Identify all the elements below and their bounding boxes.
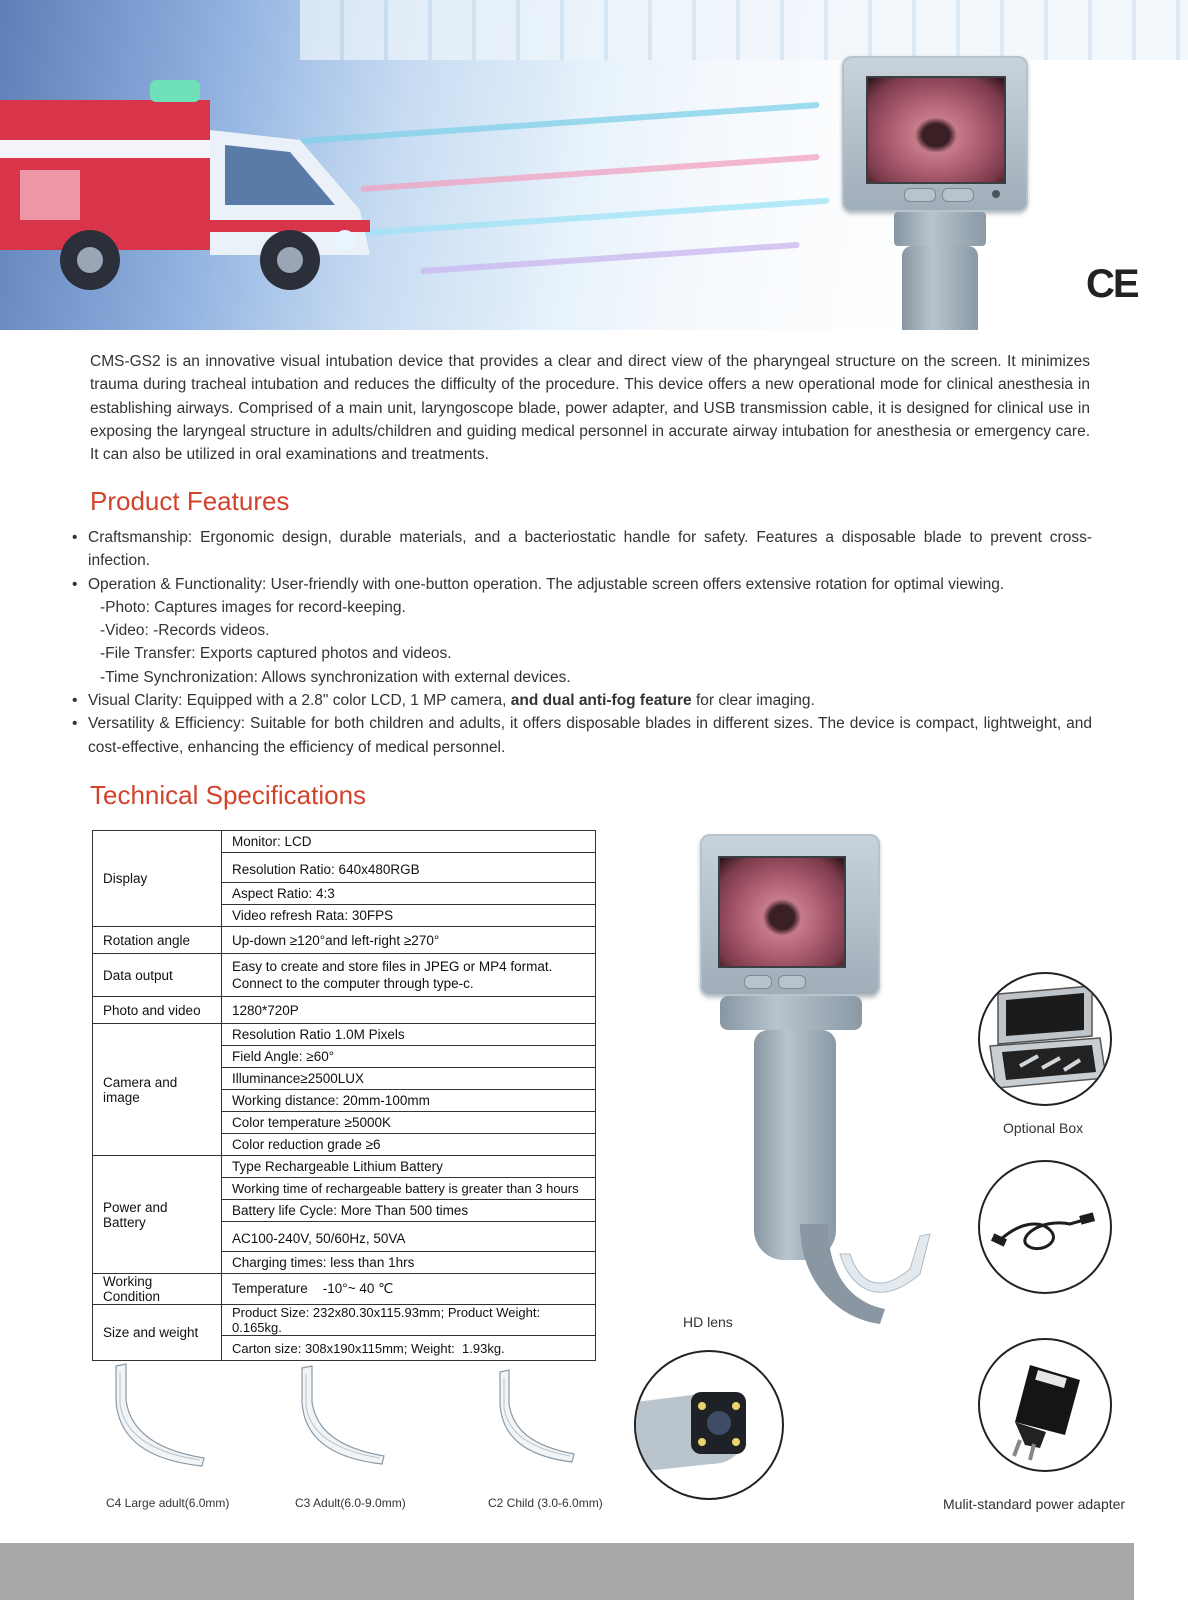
spec-value: Carton size: 308x190x115mm; Weight: 1.93kg.: [222, 1336, 596, 1361]
spec-value: 1280*720P: [222, 997, 596, 1024]
feature-sub-photo: -Photo: Captures images for record-keeping.: [100, 598, 406, 616]
optional-box-illustration: [980, 974, 1110, 1104]
power-adapter-icon: [980, 1340, 1110, 1470]
usb-cable-icon: [980, 1162, 1110, 1292]
spec-value: Color temperature ≥5000K: [222, 1112, 596, 1134]
bullet: •: [72, 575, 78, 593]
light-streak: [330, 198, 829, 239]
spec-value: Monitor: LCD: [222, 831, 596, 853]
spec-category: Photo and video: [93, 997, 222, 1024]
spec-category: Data output: [93, 954, 222, 997]
feature-sub-file-transfer: -File Transfer: Exports captured photos and videos.: [100, 645, 452, 663]
hd-lens-caption: HD lens: [683, 1314, 733, 1330]
blade-c3-illustration: [292, 1362, 392, 1472]
feature-item-versatility: [72, 712, 1092, 759]
table-row: [93, 927, 596, 954]
spec-value: Color reduction grade ≥6: [222, 1134, 596, 1156]
features-list: [72, 526, 1092, 759]
power-button-icon: [942, 188, 974, 202]
spec-table: [92, 830, 596, 1361]
feature-item-visual-clarity: [72, 689, 1092, 712]
hd-lens-illustration: [636, 1352, 782, 1498]
feature-sub-video: -Video: -Records videos.: [100, 622, 270, 640]
video-laryngoscope-illustration: [700, 834, 940, 1334]
ce-mark: CE: [1086, 262, 1138, 306]
spec-category: Working Condition: [93, 1274, 222, 1305]
spec-value: Working time of rechargeable battery is greater than 3 hours: [222, 1178, 596, 1200]
spec-category: Power and Battery: [93, 1156, 222, 1274]
spec-value: Working distance: 20mm-100mm: [222, 1090, 596, 1112]
power-adapter-caption: Mulit-standard power adapter: [943, 1496, 1126, 1512]
hero-device-illustration: [842, 56, 1032, 330]
table-row: [93, 997, 596, 1024]
bullet: •: [72, 692, 78, 710]
spec-value: Battery life Cycle: More Than 500 times: [222, 1200, 596, 1222]
feature-text: for clear imaging.: [695, 692, 815, 710]
blade-c2-illustration: [492, 1366, 582, 1470]
power-button-icon: [778, 975, 806, 989]
spec-value: Aspect Ratio: 4:3: [222, 883, 596, 905]
light-streak: [360, 154, 819, 192]
spec-value: Resolution Ratio 1.0M Pixels: [222, 1024, 596, 1046]
spec-category: Camera and image: [93, 1024, 222, 1156]
spec-value: Temperature -10°~ 40 ℃: [222, 1274, 596, 1305]
spec-value: Video refresh Rata: 30FPS: [222, 905, 596, 927]
feature-item-craftsmanship: [72, 526, 1092, 573]
footer-bar: [0, 1543, 1134, 1600]
optional-box-circle: [978, 972, 1112, 1106]
feature-text: Operation & Functionality: User-friendly with one-button operation. The adjustable screen offers extensive rotation for optimal viewing.: [88, 575, 1005, 593]
device-hinge: [894, 212, 986, 246]
table-row: [93, 1274, 596, 1305]
feature-sub-time-sync: -Time Synchronization: Allows synchronization with external devices.: [100, 668, 571, 686]
spec-value: Up-down ≥120°and left-right ≥270°: [222, 927, 596, 954]
bullet: •: [72, 529, 78, 546]
spec-value: Field Angle: ≥60°: [222, 1046, 596, 1068]
blade-illustration: [780, 1214, 940, 1334]
spec-value-line: Connect to the computer through type-c.: [232, 976, 474, 991]
spec-value: Illuminance≥2500LUX: [222, 1068, 596, 1090]
technical-specifications-heading: Technical Specifications: [90, 780, 367, 810]
intro-paragraph: CMS-GS2 is an innovative visual intubation device that provides a clear and direct view of the pharyngeal structure on the screen. It minimizes trauma during tracheal intubation and reduces the difficulty of the procedure. This device offers a new operational mode for clinical anesthesia in establishing airways. Comprised of a main unit, laryngoscope blade, power adapter, and USB transmission cable, it is designed for clinical use in exposing the laryngeal structure in adults/children and guiding medical personnel in accurate airway intubation for anesthesia or emergency care. It can also be utilized in oral examinations and treatments.: [90, 353, 1090, 464]
hero-banner: [0, 0, 1188, 330]
product-features-heading: Product Features: [90, 486, 290, 516]
spec-value: Type Rechargeable Lithium Battery: [222, 1156, 596, 1178]
table-row: [93, 954, 596, 997]
spec-value: AC100-240V, 50/60Hz, 50VA: [222, 1222, 596, 1252]
feature-text-bold: and dual anti-fog feature: [510, 692, 692, 710]
table-row: [93, 1156, 596, 1178]
optional-box-caption: Optional Box: [1003, 1120, 1084, 1136]
blade-c2-caption: C2 Child (3.0-6.0mm): [488, 1496, 603, 1510]
spec-value: Resolution Ratio: 640x480RGB: [222, 853, 596, 883]
ambulance-illustration: [0, 80, 380, 300]
light-streak: [420, 242, 799, 274]
table-row: [93, 1024, 596, 1046]
camera-button-icon: [904, 188, 936, 202]
camera-button-icon: [744, 975, 772, 989]
bullet: •: [72, 715, 78, 733]
device-screen: [718, 856, 846, 968]
ceiling-lights: [300, 0, 1188, 60]
usb-cable-circle: [978, 1160, 1112, 1294]
spec-value: Product Size: 232x80.30x115.93mm; Product Weight: 0.165kg.: [222, 1305, 596, 1336]
device-screen: [866, 76, 1006, 184]
table-row: [93, 1305, 596, 1336]
spec-value: [222, 954, 596, 997]
table-row: [93, 831, 596, 853]
feature-text: Versatility & Efficiency: Suitable for both children and adults, it offers disposable blades in different sizes. The device is compact, lightweight, and cost-effective, enhancing the efficiency of medical personnel.: [88, 715, 1092, 756]
spec-category: Size and weight: [93, 1305, 222, 1361]
device-hinge: [720, 996, 862, 1030]
feature-item-operation: [72, 573, 1092, 596]
blade-c4-caption: C4 Large adult(6.0mm): [106, 1496, 230, 1510]
power-adapter-circle: [978, 1338, 1112, 1472]
device-handle: [902, 246, 978, 330]
spec-value: Charging times: less than 1hrs: [222, 1252, 596, 1274]
spec-value-line: Easy to create and store files in JPEG or MP4 format.: [232, 959, 553, 974]
spec-category: Rotation angle: [93, 927, 222, 954]
blade-c3-caption: C3 Adult(6.0-9.0mm): [295, 1496, 406, 1510]
feature-text: Craftsmanship: Ergonomic design, durable materials, and a bacteriostatic handle for safety. Features a disposable blade to prevent cross-infection.: [88, 529, 1092, 570]
feature-text: Visual Clarity: Equipped with a 2.8" color LCD, 1 MP camera,: [88, 692, 507, 710]
blade-c4-illustration: [104, 1360, 214, 1470]
hd-lens-circle: [634, 1350, 784, 1500]
indicator-light-icon: [992, 190, 1000, 198]
spec-category: Display: [93, 831, 222, 927]
